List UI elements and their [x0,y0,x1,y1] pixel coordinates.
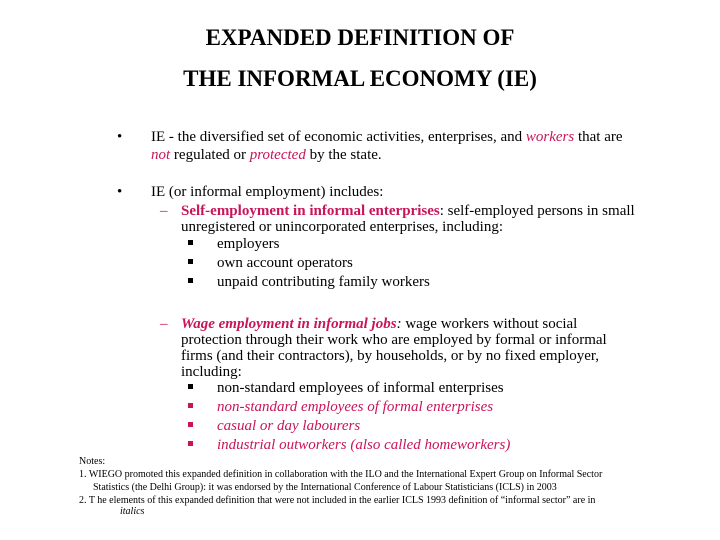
ie-definition-text-c: regulated or [170,147,250,163]
list-item: industrial outworkers (also called homeworkers) [217,437,511,453]
self-employment-text-1: : self-employed persons in small [439,203,635,219]
list-item: casual or day labourers [217,418,361,434]
wage-employment-colon: : [396,316,402,332]
list-item: employers [217,236,280,252]
note-1-line-2: Statistics (the Delhi Group): it was endorsed by the International Conference of Labour Statisticians (ICLS) in 2003 [93,482,557,493]
wage-employment-line-4: including: [181,364,242,380]
note-2-line-2: italics [120,506,145,517]
bullet-marker: • [117,129,123,145]
note-1-line-1: 1. WIEGO promoted this expanded definition in collaboration with the ILO and the International Expert Group on Informal Sector [79,469,603,480]
ie-definition-text-b: that are [574,129,623,145]
workers-term: workers [525,129,575,145]
list-item: own account operators [217,255,353,271]
square-bullet-icon [188,240,193,245]
square-bullet-icon [188,403,193,408]
self-employment-line-2: unregistered or unincorporated enterprises, including: [181,219,503,235]
page-title-line-1: EXPANDED DEFINITION OF [205,25,515,50]
self-employment-heading: Self-employment in informal enterprises [181,203,440,219]
ie-definition-line-2 [151,146,382,164]
bullet-marker: • [117,184,123,200]
notes-label: Notes: [79,456,106,467]
square-bullet-icon [188,278,193,283]
not-term: not [151,147,171,163]
protected-term: protected [249,147,306,163]
wage-employment-text-1: wage workers without social [401,316,578,332]
ie-includes: IE (or informal employment) includes: [151,184,384,200]
wage-employment-heading: Wage employment in informal jobs [181,316,397,332]
note-2-line-1: 2. T he elements of this expanded definition that were not included in the earlier ICLS 1993 definition of “informal sector” are in [79,495,596,506]
ie-definition [151,128,691,146]
list-item: non-standard employees of informal enterprises [217,380,504,396]
list-item: unpaid contributing family workers [217,274,430,290]
ie-definition-text-a: IE - the diversified set of economic activities, enterprises, and [151,129,526,145]
wage-employment-line-2: protection through their work who are employed by formal or informal [181,332,607,348]
dash-marker: – [160,203,168,219]
square-bullet-icon [188,259,193,264]
square-bullet-icon [188,384,193,389]
dash-marker: – [160,316,168,332]
square-bullet-icon [188,441,193,446]
wage-employment-line-3: firms (and their contractors), by households, or by no fixed employer, [181,348,600,364]
square-bullet-icon [188,422,193,427]
page-title-line-2: THE INFORMAL ECONOMY (IE) [183,66,537,91]
list-item: non-standard employees of formal enterprises [217,399,494,415]
ie-definition-text-d: by the state. [305,147,382,163]
